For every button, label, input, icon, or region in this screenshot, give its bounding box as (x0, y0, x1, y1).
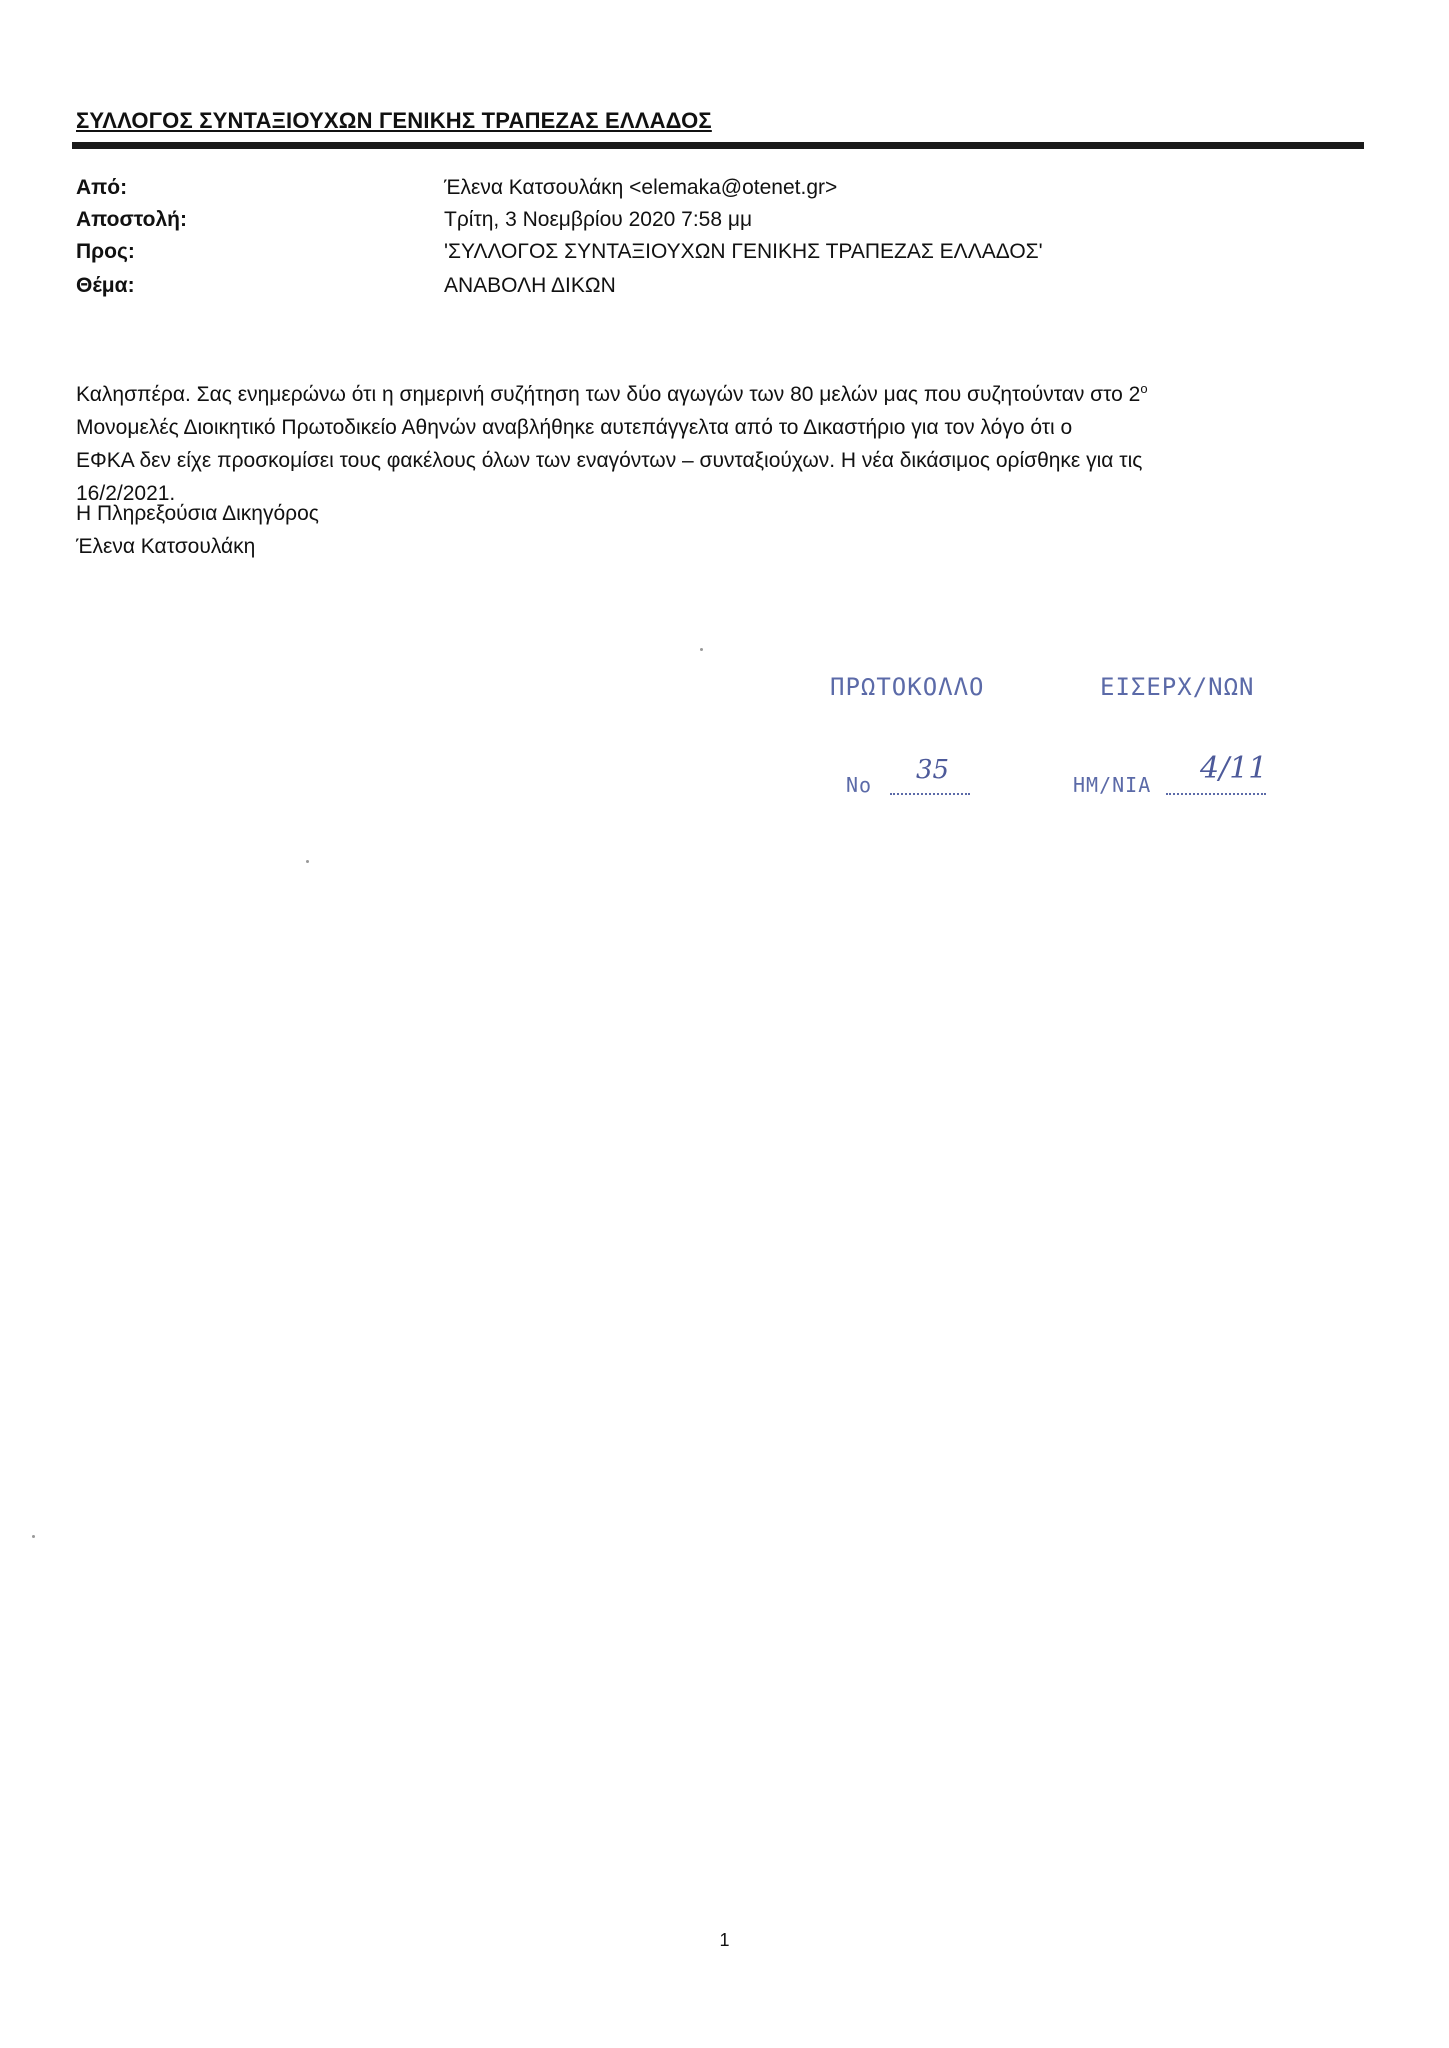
message-body (76, 372, 1366, 510)
page-number: 1 (719, 1930, 730, 1950)
stamp-number-dots (890, 793, 970, 795)
stamp-number-label: Νο (846, 773, 873, 797)
stamp-protocol-label: ΠΡΩΤΟΚΟΛΛΟ (830, 673, 985, 701)
subject-value: ΑΝΑΒΟΛΗ ΔΙΚΩΝ (444, 274, 616, 297)
stamp-incoming-label: ΕΙΣΕΡΧ/ΝΩΝ (1100, 673, 1255, 701)
sent-value: Τρίτη, 3 Νοεμβρίου 2020 7:58 μμ (444, 208, 753, 231)
subject-label: Θέμα: (76, 274, 135, 297)
scan-speck (306, 860, 309, 863)
body-line-1-text: Καλησπέρα. Σας ενημερώνω ότι η σημερινή συζήτηση των δύο αγωγών των 80 μελών μας που συζητούνταν στο 2 (76, 383, 1141, 406)
stamp-date-handwritten: 4/11 (1200, 751, 1268, 786)
body-line-3: ΕΦΚΑ δεν είχε προσκομίσει τους φακέλους όλων των εναγόντων – συνταξιούχων. Η νέα δικάσιμος ορίσθηκε για τις (76, 449, 1143, 472)
protocol-stamp (820, 665, 1300, 815)
to-value: 'ΣΥΛΛΟΓΟΣ ΣΥΝΤΑΞΙΟΥΧΩΝ ΓΕΝΙΚΗΣ ΤΡΑΠΕΖΑΣ ΕΛΛΑΔΟΣ' (444, 240, 1043, 263)
body-line-1 (76, 372, 1366, 411)
from-value: Έλενα Κατσουλάκη <elemaka@otenet.gr> (444, 176, 838, 199)
ordinal-superscript: ο (1140, 381, 1148, 396)
body-line-4: 16/2/2021. (76, 482, 176, 505)
sent-label: Αποστολή: (76, 208, 187, 231)
body-line-2: Μονομελές Διοικητικό Πρωτοδικείο Αθηνών αναβλήθηκε αυτεπάγγελτα από το Δικαστήριο για τον λόγο ότι ο (76, 416, 1073, 439)
scan-speck (32, 1535, 35, 1538)
header-rule (72, 142, 1364, 149)
to-label: Προς: (76, 240, 135, 263)
scan-speck (700, 648, 703, 651)
signature-role: Η Πληρεξούσια Δικηγόρος (76, 502, 319, 525)
organization-title: ΣΥΛΛΟΓΟΣ ΣΥΝΤΑΞΙΟΥΧΩΝ ΓΕΝΙΚΗΣ ΤΡΑΠΕΖΑΣ ΕΛΛΑΔΟΣ (76, 108, 712, 133)
stamp-date-label: ΗΜ/ΝΙΑ (1073, 773, 1152, 797)
stamp-date-dots (1166, 793, 1266, 795)
from-label: Από: (76, 176, 128, 199)
signature-name: Έλενα Κατσουλάκη (76, 535, 256, 558)
stamp-number-handwritten: 35 (916, 755, 950, 785)
